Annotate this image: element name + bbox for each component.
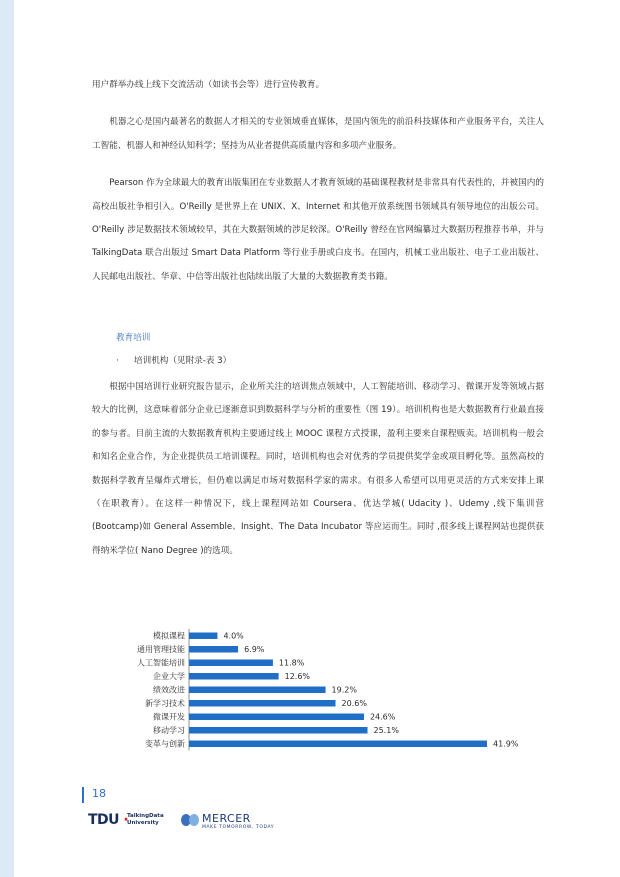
top-text xyxy=(92,74,544,289)
tdu-logo-text: TDU xyxy=(88,812,120,828)
value-label: 41.9% xyxy=(493,739,519,749)
category-label: 变革与创新 xyxy=(145,739,185,749)
bar xyxy=(189,700,336,707)
value-label: 19.2% xyxy=(331,685,357,695)
bar xyxy=(189,646,238,653)
mercer-tagline: MAKE TOMORROW, TODAY xyxy=(202,825,275,830)
bar xyxy=(189,660,273,667)
category-label: 移动学习 xyxy=(153,726,185,736)
value-label: 25.1% xyxy=(373,726,399,736)
category-label: 人工智能培训 xyxy=(137,658,185,668)
category-label: 微课开发 xyxy=(153,712,185,722)
bullet-item xyxy=(116,354,231,366)
mercer-logo xyxy=(180,812,275,831)
talkingdata-logo xyxy=(127,813,164,826)
category-label: 模拟课程 xyxy=(153,631,185,641)
bullet-text: 培训机构（见附录-表 3） xyxy=(134,356,232,366)
mercer-mark-icon xyxy=(180,813,200,827)
page-number: 18 xyxy=(92,787,106,800)
page-number-bar xyxy=(82,787,84,803)
value-label: 11.8% xyxy=(278,658,305,668)
section-heading: 教育培训 xyxy=(116,333,151,343)
value-label: 4.0% xyxy=(223,631,244,641)
training-text xyxy=(92,376,544,563)
side-strip xyxy=(0,0,14,877)
category-label: 通用管理技能 xyxy=(137,645,185,655)
bar xyxy=(189,714,364,721)
tdu-logo: TDU · xyxy=(88,812,129,828)
bar xyxy=(189,673,279,680)
value-label: 20.6% xyxy=(341,699,367,709)
value-label: 12.6% xyxy=(284,672,311,682)
paragraph-publishers: Pearson 作为全球最大的教育出版集团在专业数据人才教育领域的基础课程教材是非常具有代表性的，并被国内的高校出版社争相引入。O'Reilly 是世界上在 UNIX、X、Internet 和其他开放系统图书领域具有领导地位的出版公司。O'Reilly 涉足数据技术领域较早，其在大数据领域的涉足较深。O'Reilly 曾经在官网编纂过大数据历程推荐书单，并与 TalkingData 联合出版过 Smart Data Platform 等行业手册或白皮书。在国内，机械工业出版社、电子工业出版社、人民邮电出版社、华章、中信等出版社也陆续出版了大量的大数据教育类书籍。 xyxy=(92,178,544,282)
category-label: 绩效改进 xyxy=(153,685,185,695)
bar xyxy=(189,687,326,694)
bar xyxy=(189,633,217,640)
value-label: 24.6% xyxy=(369,712,396,722)
mercer-wordmark: MERCER xyxy=(202,812,251,825)
category-label: 企业大学 xyxy=(153,672,185,682)
category-label: 新学习技术 xyxy=(145,699,185,709)
talkingdata-logo-line2: University xyxy=(127,819,159,826)
talkingdata-logo-line1: TalkingData xyxy=(127,813,164,819)
paragraph-jiqizhixin: 机器之心是国内最著名的数据人才相关的专业领域垂直媒体，是国内领先的前沿科技媒体和产业服务平台，关注人工智能、机器人和神经认知科学；坚持为从业者提供高质量内容和多项产业服务。 xyxy=(92,117,544,151)
paragraph-training: 根据中国培训行业研究报告显示，企业所关注的培训焦点领域中，人工智能培训、移动学习、微课开发等领域占据较大的比例，这意味着部分企业已逐渐意识到数据科学与分析的重要性（图 19）。培训机构也是大数据教育行业最直接的参与者。目前主流的大数据教育机构主要通过线上 MOOC 课程方式授课，盈利主要来自课程贩卖。培训机构一般会和知名企业合作，为企业提供员工培训课程。同时，培训机构也会对优秀的学员提供奖学金或项目孵化等。虽然高校的数据科学教育呈爆炸式增长，但仍难以满足市场对数据科学家的需求。有很多人希望可以用更灵活的方式来安排上课（在职教育）。在这样一种情况下，线上课程网站如 Coursera、优达学城( Udacity )、Udemy ,线下集训营(Bootcamp)如 General Assemble、Insight、The Data Incubator 等应运而生。同时 ,很多线上课程网站也提供获得纳米学位( Nano Degree )的选项。 xyxy=(92,382,544,556)
bar xyxy=(189,741,487,748)
value-label: 6.9% xyxy=(244,645,265,655)
paragraph-intro-end: 用户群举办线上线下交流活动（如读书会等）进行宣传教育。 xyxy=(92,80,325,90)
bar xyxy=(189,727,368,734)
bullet-dot: · xyxy=(116,356,119,366)
